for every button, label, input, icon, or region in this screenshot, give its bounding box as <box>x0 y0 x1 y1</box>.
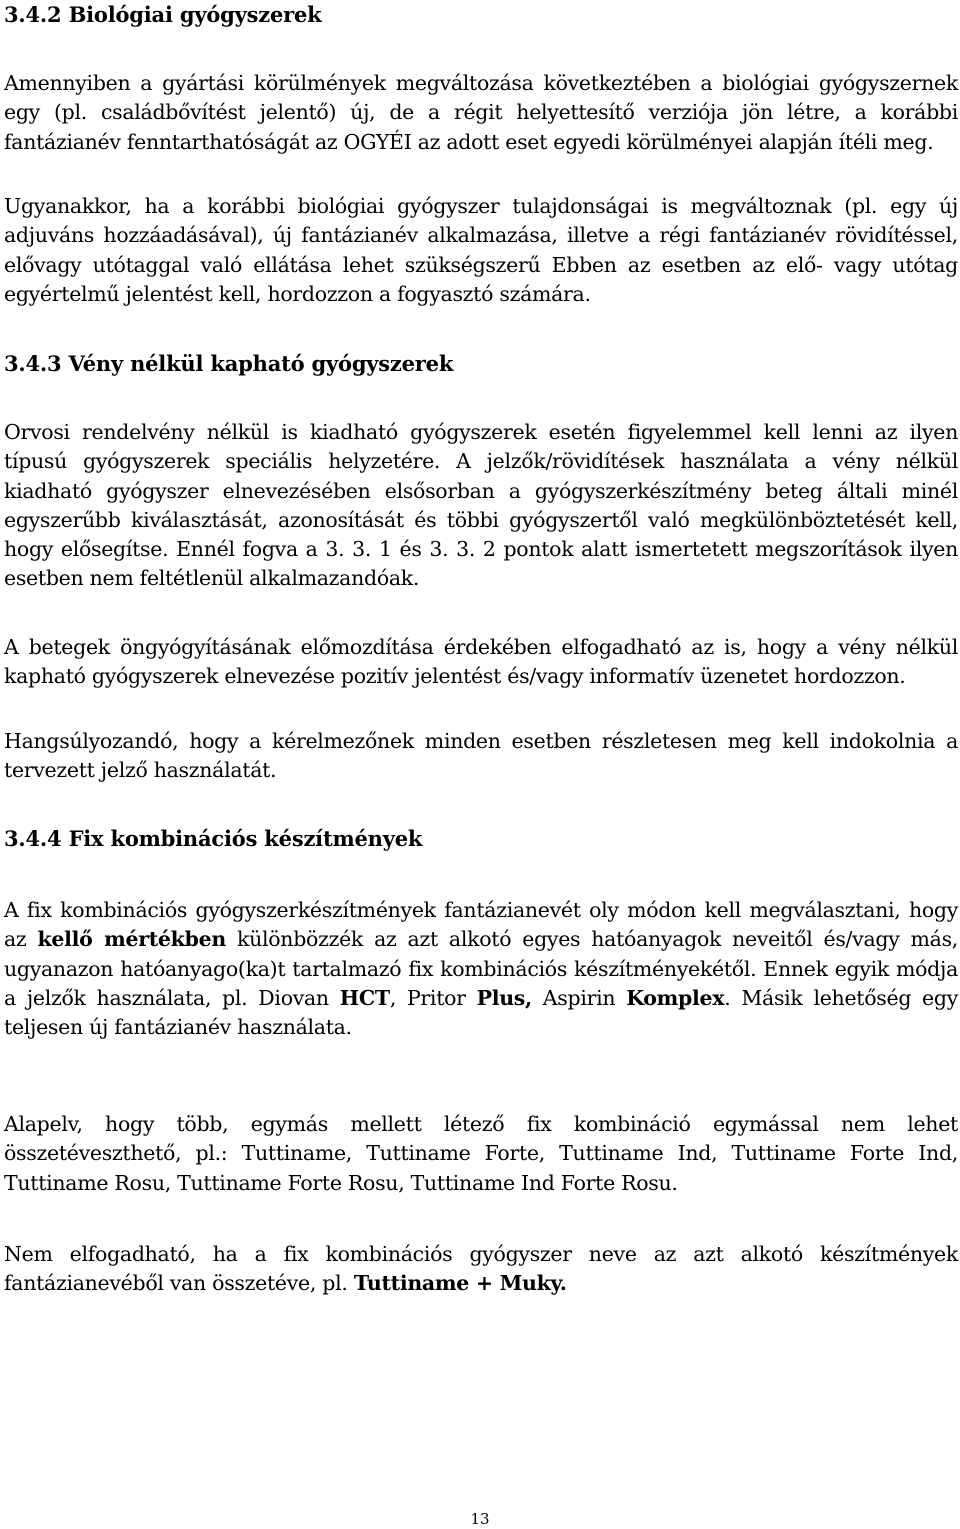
paragraph-3-4-4-3 <box>4 1240 958 1299</box>
text-run: , Pritor <box>389 985 477 1010</box>
bold-text-hct: HCT <box>339 985 390 1010</box>
section-heading-3-4-4: 3.4.4 Fix kombinációs készítmények <box>4 826 423 851</box>
text-run: Nem elfogadható, ha a fix kombinációs gyógyszer neve az azt alkotó készítmények fantázianevéből van összetéve, pl. <box>4 1242 958 1296</box>
paragraph-3-4-2-1: Amennyiben a gyártási körülmények megváltozása következtében a biológiai gyógyszernek egy (pl. családbővítést jelentő) új, de a régit helyettesítő verziója jön létre, a korábbi fantázianév fenntarthatóságát az OGYÉI az adott eset egyedi körülményei alapján ítéli meg. <box>4 71 958 154</box>
text-run: A fix kombinációs gyógyszerkészítmények fantázianevét oly módon kell megválasztani, hogy az <box>4 898 958 952</box>
paragraph-3-4-4-2: Alapelv, hogy több, egymás mellett létező fix kombináció egymással nem lehet összetéveszthető, pl.: Tuttiname, Tuttiname Forte, Tuttiname Ind, Tuttiname Forte Ind, Tuttiname Rosu, Tuttiname Forte Rosu, Tuttiname Ind Forte Rosu. <box>4 1112 958 1195</box>
text-run: Aspirin <box>531 985 627 1010</box>
paragraph-3-4-3-3: Hangsúlyozandó, hogy a kérelmezőnek minden esetben részletesen meg kell indokolnia a tervezett jelző használatát. <box>4 729 958 783</box>
text-run: . Másik lehetőség egy teljesen új fantázianév használata. <box>4 985 958 1040</box>
paragraph-3-4-4-1 <box>4 896 958 1042</box>
bold-text-tuttiname-muky: Tuttiname + Muky. <box>353 1271 567 1296</box>
section-heading-3-4-3: 3.4.3 Vény nélkül kapható gyógyszerek <box>4 351 454 376</box>
paragraph-3-4-2-2: Ugyanakkor, ha a korábbi biológiai gyógyszer tulajdonságai is megváltoznak (pl. egy új adjuváns hozzáadásával), új fantázianév alkalmazása, illetve a régi fantázianév rövidítéssel, elővagy utótaggal való ellátása lehet szükségszerű Ebben az esetben az elő- vagy utótag egyértelmű jelentést kell, hordozzon a fogyasztó számára. <box>4 194 958 306</box>
bold-text-kello-mertekben: kellő mértékben <box>37 927 226 952</box>
section-heading-3-4-2: 3.4.2 Biológiai gyógyszerek <box>4 2 322 27</box>
page-number: 13 <box>470 1510 490 1528</box>
paragraph-3-4-3-1: Orvosi rendelvény nélkül is kiadható gyógyszerek esetén figyelemmel kell lenni az ilyen típusú gyógyszerek speciális helyzetére. A jelzők/rövidítések használata a vény nélkül kiadható gyógyszer elnevezésében elsősorban a gyógyszerkészítmény beteg általi minél egyszerűbb kiválasztását, azonosítását és többi gyógyszertől való megkülönböztetését kell, hogy elősegítse. Ennél fogva a 3. 3. 1 és 3. 3. 2 pontok alatt ismertetett megszorítások ilyen esetben nem feltétlenül alkalmazandóak. <box>4 420 958 591</box>
paragraph-3-4-3-2: A betegek öngyógyításának előmozdítása érdekében elfogadható az is, hogy a vény nélkül kapható gyógyszerek elnevezése pozitív jelentést és/vagy informatív üzenetet hordozzon. <box>4 635 958 689</box>
bold-text-komplex: Komplex <box>626 985 725 1010</box>
text-run: különbözzék az azt alkotó egyes hatóanyagok neveitől és/vagy más, ugyanazon hatóanyago(ka)t tartalmazó fix kombinációs készítményekétől. Ennek egyik módja a jelzők használata, pl. Diovan <box>4 927 959 1010</box>
bold-text-plus: Plus, <box>476 985 532 1010</box>
